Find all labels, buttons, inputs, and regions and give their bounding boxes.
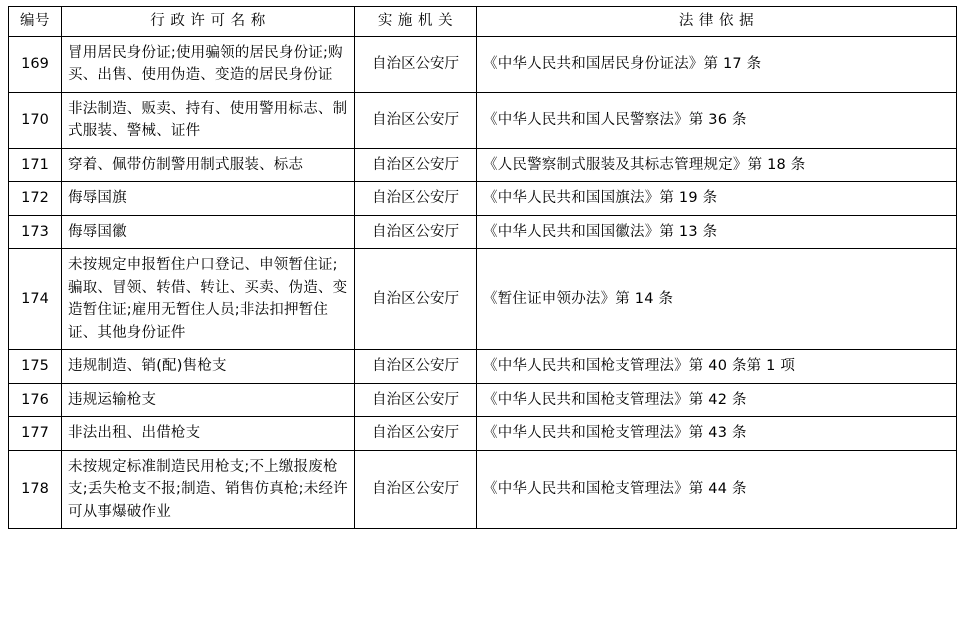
legal-basis: 《中华人民共和国国旗法》第 19 条 bbox=[477, 182, 957, 215]
legal-basis: 《中华人民共和国居民身份证法》第 17 条 bbox=[477, 37, 957, 93]
permit-name: 侮辱国旗 bbox=[62, 182, 355, 215]
implementing-agency: 自治区公安厅 bbox=[355, 37, 477, 93]
row-number: 178 bbox=[9, 450, 62, 528]
permit-name: 未按规定申报暂住户口登记、申领暂住证;骗取、冒领、转借、转让、买卖、伪造、变造暂住证;雇用无暂住人员;非法扣押暂住证、其他身份证件 bbox=[62, 249, 355, 350]
table-row bbox=[9, 148, 957, 181]
row-number: 169 bbox=[9, 37, 62, 93]
administrative-permit-table bbox=[8, 6, 957, 529]
table-row bbox=[9, 417, 957, 450]
table-row bbox=[9, 215, 957, 248]
column-header-basis: 法 律 依 据 bbox=[477, 7, 957, 37]
permit-name: 冒用居民身份证;使用骗领的居民身份证;购买、出售、使用伪造、变造的居民身份证 bbox=[62, 37, 355, 93]
implementing-agency: 自治区公安厅 bbox=[355, 350, 477, 383]
permit-name: 非法出租、出借枪支 bbox=[62, 417, 355, 450]
column-header-org: 实 施 机 关 bbox=[355, 7, 477, 37]
legal-basis: 《暂住证申领办法》第 14 条 bbox=[477, 249, 957, 350]
implementing-agency: 自治区公安厅 bbox=[355, 383, 477, 416]
row-number: 170 bbox=[9, 92, 62, 148]
permit-name: 违规制造、销(配)售枪支 bbox=[62, 350, 355, 383]
legal-basis: 《中华人民共和国国徽法》第 13 条 bbox=[477, 215, 957, 248]
legal-basis: 《中华人民共和国枪支管理法》第 43 条 bbox=[477, 417, 957, 450]
table-row bbox=[9, 450, 957, 528]
implementing-agency: 自治区公安厅 bbox=[355, 215, 477, 248]
table-body bbox=[9, 37, 957, 529]
table-row bbox=[9, 383, 957, 416]
row-number: 175 bbox=[9, 350, 62, 383]
row-number: 171 bbox=[9, 148, 62, 181]
table-row bbox=[9, 182, 957, 215]
permit-name: 穿着、佩带仿制警用制式服装、标志 bbox=[62, 148, 355, 181]
table-row bbox=[9, 37, 957, 93]
table-row bbox=[9, 92, 957, 148]
implementing-agency: 自治区公安厅 bbox=[355, 450, 477, 528]
table-row bbox=[9, 249, 957, 350]
implementing-agency: 自治区公安厅 bbox=[355, 148, 477, 181]
table-header bbox=[9, 7, 957, 37]
implementing-agency: 自治区公安厅 bbox=[355, 182, 477, 215]
legal-basis: 《人民警察制式服装及其标志管理规定》第 18 条 bbox=[477, 148, 957, 181]
implementing-agency: 自治区公安厅 bbox=[355, 92, 477, 148]
row-number: 173 bbox=[9, 215, 62, 248]
legal-basis: 《中华人民共和国枪支管理法》第 40 条第 1 项 bbox=[477, 350, 957, 383]
column-header-no: 编号 bbox=[9, 7, 62, 37]
legal-basis: 《中华人民共和国枪支管理法》第 42 条 bbox=[477, 383, 957, 416]
row-number: 174 bbox=[9, 249, 62, 350]
row-number: 172 bbox=[9, 182, 62, 215]
legal-basis: 《中华人民共和国枪支管理法》第 44 条 bbox=[477, 450, 957, 528]
row-number: 176 bbox=[9, 383, 62, 416]
table-row bbox=[9, 350, 957, 383]
column-header-name: 行 政 许 可 名 称 bbox=[62, 7, 355, 37]
permit-name: 侮辱国徽 bbox=[62, 215, 355, 248]
implementing-agency: 自治区公安厅 bbox=[355, 417, 477, 450]
row-number: 177 bbox=[9, 417, 62, 450]
table-header-row bbox=[9, 7, 957, 37]
permit-name: 非法制造、贩卖、持有、使用警用标志、制式服装、警械、证件 bbox=[62, 92, 355, 148]
legal-basis: 《中华人民共和国人民警察法》第 36 条 bbox=[477, 92, 957, 148]
implementing-agency: 自治区公安厅 bbox=[355, 249, 477, 350]
permit-name: 违规运输枪支 bbox=[62, 383, 355, 416]
permit-name: 未按规定标准制造民用枪支;不上缴报废枪支;丢失枪支不报;制造、销售仿真枪;未经许可从事爆破作业 bbox=[62, 450, 355, 528]
